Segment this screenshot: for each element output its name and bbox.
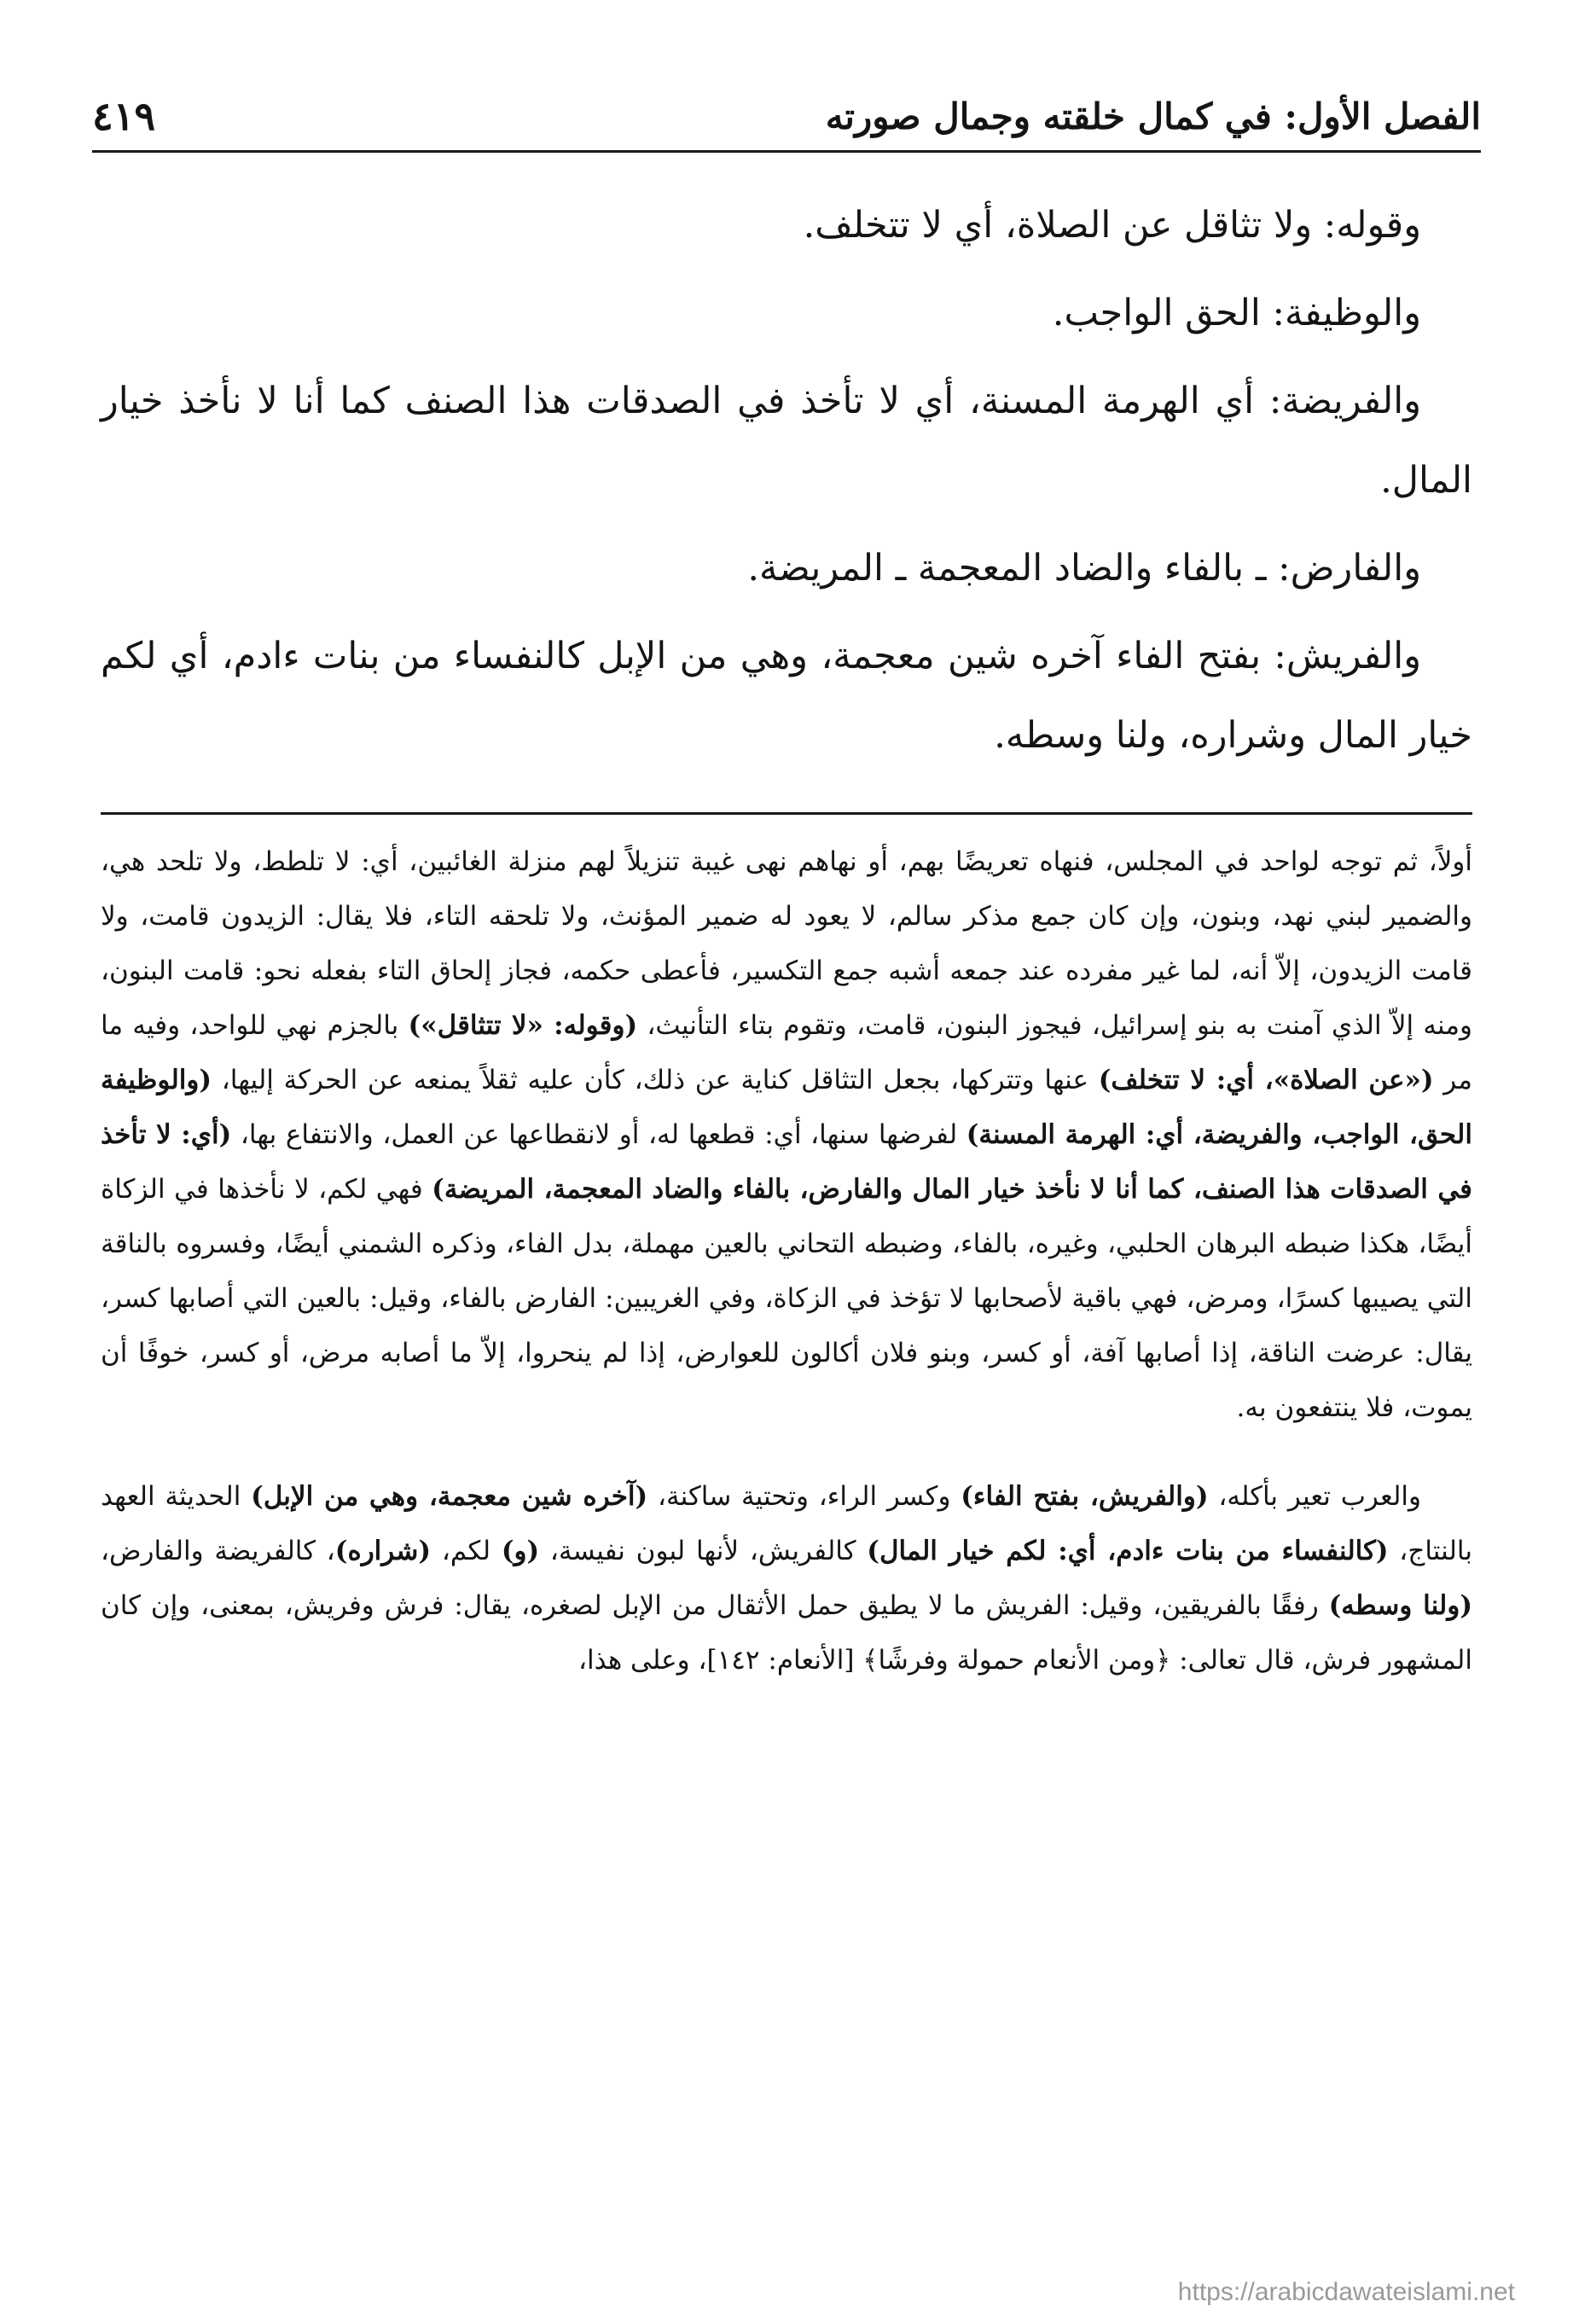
text-commentary-divider (101, 812, 1472, 815)
commentary-text: رفقًا بالفريقين، وقيل: الفريش ما لا يطيق حمل الأثقال من الإبل لصغره، يقال: فرش وفريش، بمعنى، وإن كان المشهور فرش، قال تعالى: ﴿ومن الأنعام حمولة وفرشًا﴾ [الأنعام: ١٤٢]، وعلى هذا، (101, 1590, 1472, 1676)
main-paragraph: والفريضة: أي الهرمة المسنة، أي لا تأخذ في الصدقات هذا الصنف كما أنا لا نأخذ خيار المال. (101, 380, 1472, 502)
commentary-text: كالفريش، لأنها لبون نفيسة، (539, 1536, 868, 1566)
commentary-text: بالجزم نهي للواحد، وفيه ما مر (101, 1010, 1472, 1095)
quoted-matn: («عن الصلاة»، أي: لا تتخلف) (1098, 1065, 1434, 1095)
running-header (92, 82, 1481, 153)
commentary-text: لكم، (431, 1536, 502, 1566)
quoted-matn: (أي: لا تأخذ في الصدقات هذا الصنف، كما أنا لا نأخذ خيار المال والفارض، بالفاء والضاد المعجمة، المريضة) (101, 1119, 1472, 1205)
main-paragraph: وقوله: ولا تثاقل عن الصلاة، أي لا تتخلف. (803, 204, 1421, 247)
quoted-matn: (و) (501, 1536, 540, 1566)
commentary-text: وكسر الراء، وتحتية ساكنة، (647, 1481, 961, 1512)
main-paragraph: والفريش: بفتح الفاء آخره شين معجمة، وهي من الإبل كالنفساء من بنات ءادم، أي لكم خيار المال وشراره، ولنا وسطه. (101, 635, 1472, 757)
commentary-text: الحديثة العهد بالنتاج، (101, 1481, 1472, 1566)
quoted-matn: (شراره) (334, 1536, 432, 1566)
quoted-matn: (والوظيفة الحق، الواجب، والفريضة، أي: الهرمة المسنة) (101, 1065, 1472, 1150)
quoted-matn: (كالنفساء من بنات ءادم، أي: لكم خيار المال) (867, 1536, 1389, 1566)
page-number: ٤١٩ (92, 93, 156, 139)
chapter-title: الفصل الأول: في كمال خلقته وجمال صورته (825, 95, 1481, 137)
commentary-text: عنها وتتركها، بجعل التثاقل كناية عن ذلك، كأن عليه ثقلاً يمنعه عن الحركة إليها، (212, 1065, 1099, 1095)
commentary-text: لفرضها سنها، أي: قطعها له، أو لانقطاعها عن العمل، والانتفاع بها، (231, 1119, 966, 1150)
commentary-text: ، كالفريضة والفارض، (101, 1536, 335, 1566)
commentary (101, 834, 1472, 1688)
quoted-matn: (ولنا وسطه) (1328, 1590, 1473, 1621)
commentary-text: والعرب تعير بأكله، (1208, 1481, 1421, 1512)
commentary-paragraph (101, 1469, 1472, 1688)
quoted-matn: (والفريش، بفتح الفاء) (961, 1481, 1209, 1512)
quoted-matn: (آخره شين معجمة، وهي من الإبل) (251, 1481, 648, 1512)
watermark-url: https://arabicdawateislami.net (1177, 2278, 1515, 2306)
commentary-text: أولاً، ثم توجه لواحد في المجلس، فنهاه تعريضًا بهم، أو نهاهم نهى غيبة تنزيلاً لهم منزلة الغائبين، أي: لا تلطط، ولا تلحد هي، والضمير لبني نهد، وبنون، وإن كان جمع مذكر سالم، لا يعود له ضمير المؤنث، ولا تلحقه التاء، فلا يقال: الزيدون قامت، ولا قامت الزيدون، إلاّ أنه، لما غير مفرده عند جمعه أشبه جمع التكسير، فأعطى حكمه، فجاز إلحاق التاء بفعله نحو: قامت البنون، ومنه إلاّ الذي آمنت به بنو إسرائيل، فيجوز البنون، قامت، وتقوم بتاء التأنيث، (101, 846, 1472, 1041)
commentary-paragraph (101, 834, 1472, 1435)
commentary-text: فهي لكم، لا نأخذها في الزكاة أيضًا، هكذا ضبطه البرهان الحلبي، وغيره، بالفاء، وضبطه التحاني بالعين مهملة، بدل الفاء، وذكره الشمني أيضًا، وفسروه بالناقة التي يصيبها كسرًا، ومرض، فهي باقية لأصحابها لا تؤخذ في الزكاة، وفي الغريبين: الفارض بالفاء، وقيل: بالعين التي أصابها كسر، يقال: عرضت الناقة، إذا أصابها آفة، أو كسر، وبنو فلان أكالون للعوارض، إذا لم ينحروا، إلاّ ما أصابه مرض، أو كسر، خوفًا أن يموت، فلا ينتفعون به. (101, 1174, 1472, 1423)
main-text (101, 186, 1472, 784)
main-paragraph: والوظيفة: الحق الواجب. (1052, 292, 1421, 334)
main-paragraph: والفارض: ـ بالفاء والضاد المعجمة ـ المريضة. (747, 547, 1421, 590)
quoted-matn: (وقوله: «لا تتثاقل») (408, 1010, 638, 1041)
